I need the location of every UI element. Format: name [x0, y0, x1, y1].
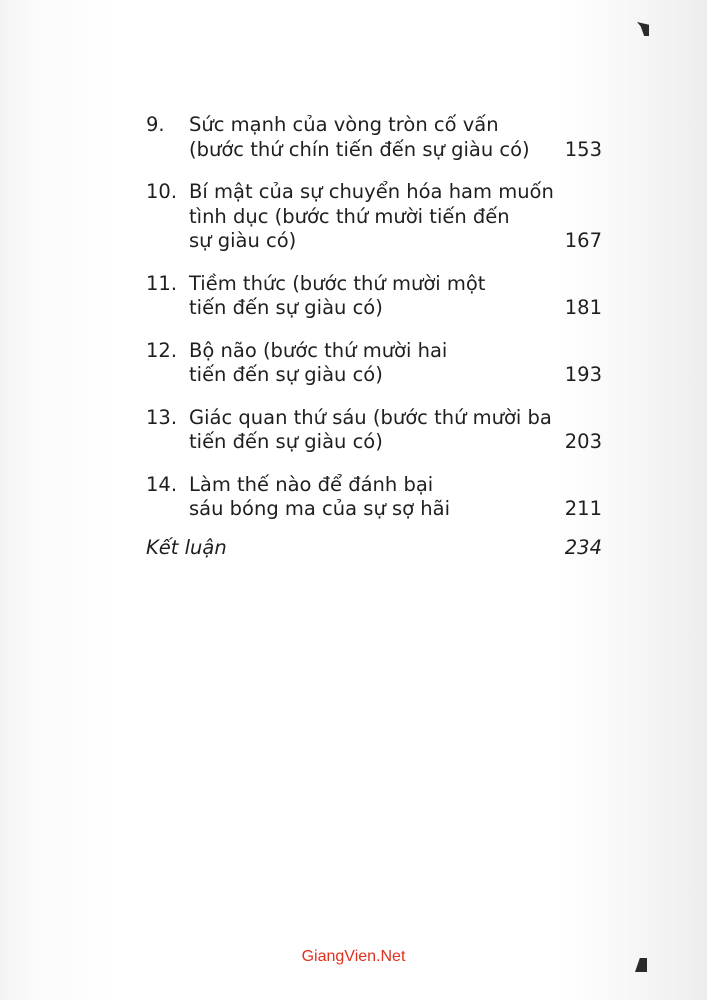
- toc-entry-10: [146, 180, 602, 254]
- toc-entry-title-line: (bước thứ chín tiến đến sự giàu có): [189, 137, 530, 161]
- toc-entry-title-line: Giác quan thứ sáu (bước thứ mười ba: [189, 405, 552, 429]
- toc-entry-number: 9.: [146, 113, 165, 136]
- toc-entry-page: 181: [564, 296, 602, 319]
- toc-entry-title-line: Sức mạnh của vòng tròn cố vấn: [189, 113, 499, 136]
- toc-entry-title-line: Bộ não (bước thứ mười hai: [189, 338, 448, 362]
- toc-entry-title-line: Bí mật của sự chuyển hóa ham muốn: [189, 180, 554, 203]
- toc-conclusion-page: 234: [564, 535, 602, 559]
- toc-entry-13: [146, 406, 602, 455]
- toc-entry-title-line: tiến đến sự giàu có): [189, 296, 383, 319]
- toc-entry-number: 10.: [146, 180, 178, 203]
- toc-entry-12: [146, 339, 602, 388]
- toc-conclusion-label: Kết luận: [146, 535, 227, 559]
- toc-entry-title: [189, 473, 544, 522]
- toc-entry-number: 13.: [146, 405, 178, 429]
- toc-entry-title: [189, 180, 554, 254]
- toc-entry-title: [189, 339, 544, 388]
- toc-entry-title: [189, 405, 552, 455]
- toc-entry-14: [146, 473, 602, 522]
- watermark-link[interactable]: GiangVien.Net: [301, 948, 406, 965]
- toc-entry-title-line: sự giàu có): [189, 229, 297, 252]
- toc-entry-title-line: Làm thế nào để đánh bại: [189, 472, 434, 496]
- toc-entry-9: [146, 113, 602, 162]
- toc-entry-page: 193: [564, 363, 602, 386]
- toc-entry-title-line: tiến đến sự giàu có): [189, 430, 383, 453]
- toc-entry-page: 167: [564, 229, 602, 252]
- toc-entry-number: 11.: [146, 271, 178, 295]
- toc-entry-title-line: Tiềm thức (bước thứ mười một: [189, 271, 486, 295]
- toc-entry-11: [146, 272, 602, 321]
- toc-entry-title: [189, 272, 544, 321]
- table-of-contents: [146, 113, 602, 578]
- toc-entry-title-line: tiến đến sự giàu có): [189, 363, 383, 386]
- toc-entry-title-line: sáu bóng ma của sự sợ hãi: [189, 497, 451, 520]
- toc-entry-number: 12.: [146, 338, 178, 362]
- toc-entry-title: [189, 113, 544, 162]
- toc-entry-page: 203: [564, 430, 602, 453]
- toc-entry-conclusion: [146, 536, 602, 561]
- toc-entry-page: 211: [564, 497, 602, 520]
- toc-entry-title-line: tình dục (bước thứ mười tiến đến: [189, 204, 510, 228]
- toc-entry-page: 153: [564, 137, 602, 161]
- page-corner-mark: [637, 22, 649, 36]
- toc-entry-number: 14.: [146, 472, 178, 496]
